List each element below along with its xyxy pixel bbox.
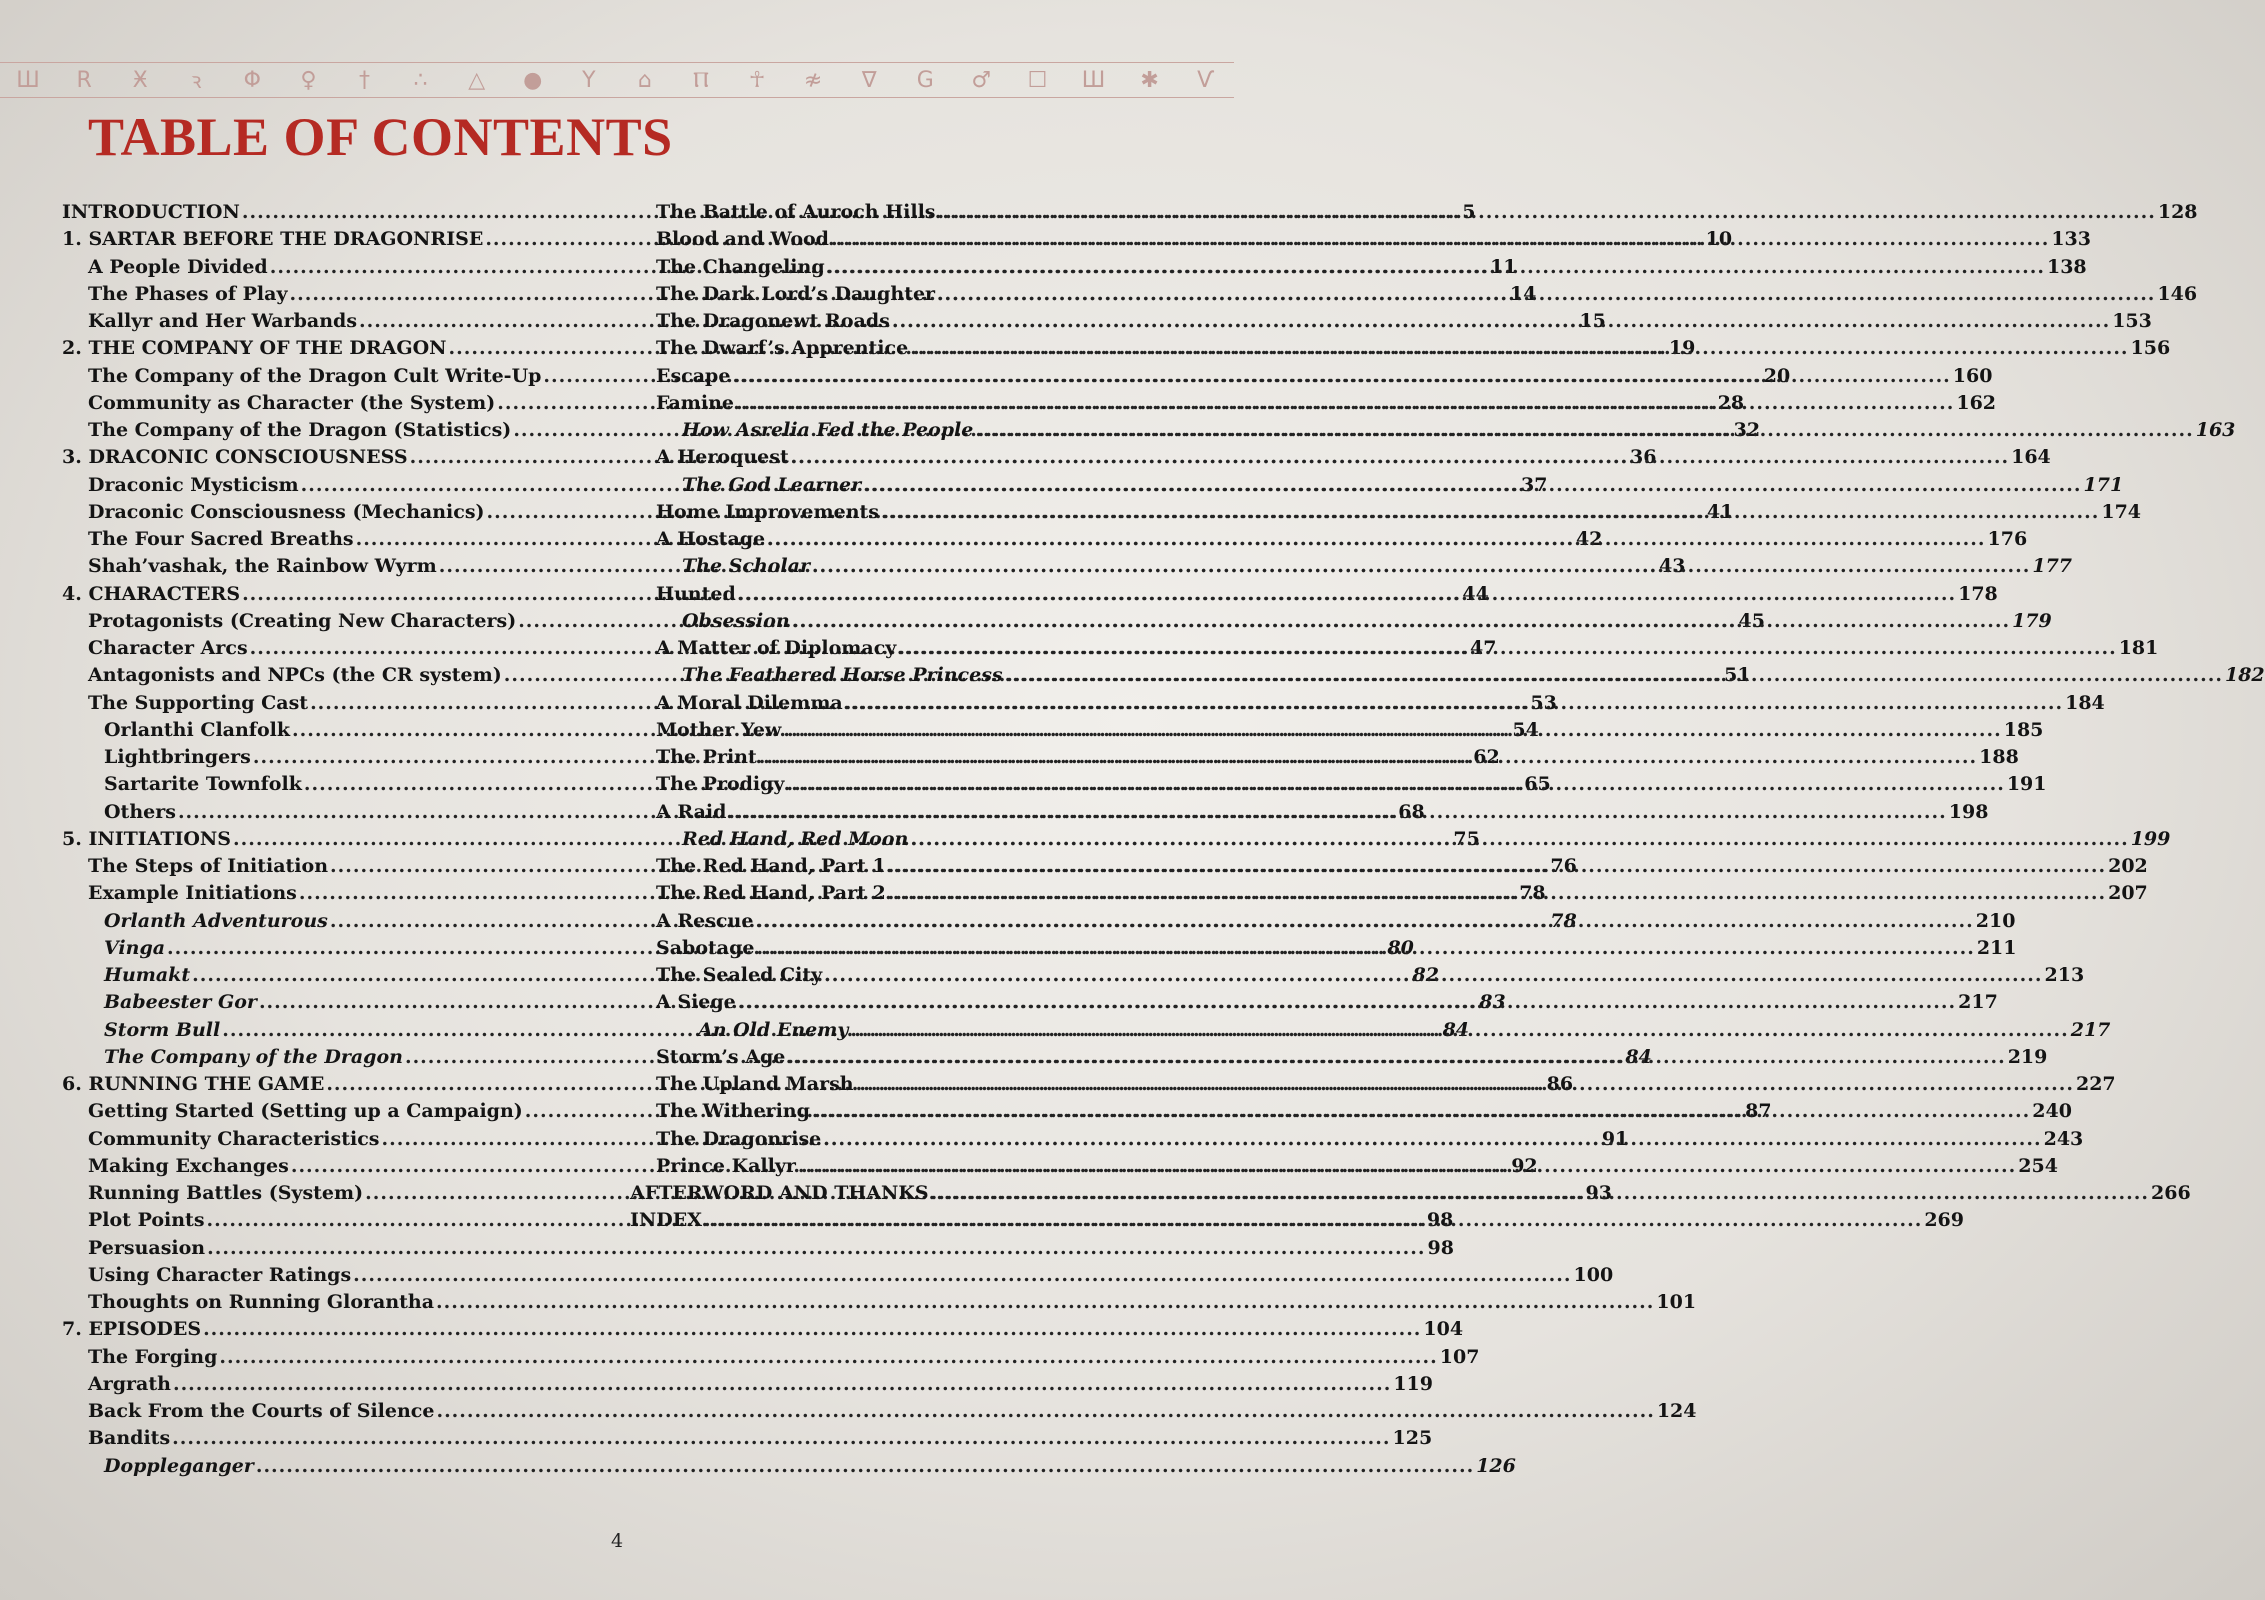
- dot-leader: [732, 363, 1950, 390]
- toc-entry-title: An Old Enemy: [698, 1018, 849, 1041]
- toc-entry-title: A Rescue: [656, 909, 754, 932]
- toc-entry[interactable]: [62, 1262, 1614, 1289]
- toc-entry-page: 43: [1659, 555, 1686, 578]
- toc-entry[interactable]: [62, 1235, 1454, 1262]
- toc-entry-page: 176: [1987, 528, 2028, 550]
- dot-leader: [910, 826, 2128, 853]
- toc-entry-title: 1. SARTAR BEFORE THE DRAGONRISE: [62, 228, 484, 251]
- dot-leader: [812, 1098, 2030, 1125]
- toc-entry-page: 126: [1476, 1454, 1516, 1477]
- dot-leader: [812, 553, 2030, 580]
- dot-leader: [738, 989, 1956, 1016]
- toc-entry-title: Antagonists and NPCs (the CR system): [88, 664, 502, 687]
- dot-leader: [823, 1126, 2041, 1153]
- dot-leader: [207, 1235, 1425, 1262]
- toc-entry-page: 98: [1426, 1209, 1454, 1232]
- dot-leader: [831, 226, 2049, 253]
- toc-entry-page: 45: [1738, 609, 1765, 632]
- dot-leader: [931, 1180, 2149, 1207]
- toc-entry-page: 76: [1550, 855, 1577, 877]
- toc-entry-page: 181: [2118, 637, 2159, 659]
- toc-entry-title: Draconic Mysticism: [88, 473, 299, 496]
- toc-entry-page: 5: [1462, 201, 1476, 223]
- toc-entry-title: 5. INITIATIONS: [62, 827, 231, 850]
- dot-leader: [845, 690, 2063, 717]
- toc-entry-page: 78: [1519, 882, 1546, 905]
- dot-leader: [767, 526, 1985, 553]
- rune-glyph-icon: ☐: [1027, 67, 1048, 93]
- toc-entry-page: 98: [1427, 1236, 1454, 1259]
- toc-entry-title: The God Learner: [682, 473, 862, 496]
- toc-entry-title: Bandits: [88, 1427, 171, 1450]
- toc-entry-page: 266: [2151, 1182, 2191, 1204]
- toc-entry-title: A Raid: [656, 800, 727, 823]
- toc-entry-page: 78: [1550, 909, 1577, 932]
- toc-entry-title: The Steps of Initiation: [88, 855, 329, 877]
- toc-entry-title: The Dark Lord’s Daughter: [656, 282, 936, 305]
- toc-entry-page: 171: [2083, 473, 2124, 496]
- toc-entry[interactable]: [656, 281, 2198, 308]
- toc-entry-title: The Company of the Dragon (Statistics): [88, 419, 512, 441]
- dot-leader: [736, 390, 1954, 417]
- dot-leader: [863, 472, 2081, 499]
- toc-entry-page: 179: [2012, 609, 2052, 632]
- toc-entry-title: Community as Character (the System): [88, 391, 496, 414]
- toc-entry-title: Sabotage: [656, 936, 755, 959]
- toc-entry-title: The Phases of Play: [88, 282, 288, 305]
- toc-entry-page: 32: [1733, 419, 1761, 441]
- toc-entry-title: A Matter of Diplomacy: [656, 637, 897, 659]
- rune-glyph-icon: ∴: [413, 67, 428, 93]
- rune-glyph-icon: Ш: [1081, 67, 1106, 93]
- dot-leader: [787, 1044, 2005, 1071]
- dot-leader: [436, 1398, 1654, 1425]
- toc-entry-page: 199: [2130, 827, 2171, 850]
- toc-entry-page: 92: [1511, 1154, 1538, 1177]
- toc-entry-page: 243: [2043, 1127, 2084, 1150]
- toc-entry-page: 254: [2018, 1154, 2058, 1177]
- toc-entry-page: 86: [1546, 1073, 1574, 1095]
- toc-entry-title: Escape: [656, 364, 731, 387]
- toc-entry-title: The Feathered Horse Princess: [682, 664, 1003, 687]
- toc-entry-title: The Company of the Dragon: [104, 1045, 403, 1068]
- toc-entry-page: 124: [1656, 1400, 1697, 1422]
- toc-entry-title: Hunted: [656, 582, 736, 605]
- dot-leader: [792, 608, 2010, 635]
- toc-entry-page: 213: [2044, 964, 2085, 986]
- toc-entry-page: 207: [2108, 882, 2148, 905]
- toc-entry-page: 177: [2032, 555, 2073, 578]
- toc-entry-title: A Moral Dilemma: [656, 691, 843, 714]
- toc-entry-page: 227: [2075, 1073, 2116, 1095]
- dot-leader: [888, 880, 2106, 907]
- toc-entry-title: Prince Kallyr: [656, 1154, 796, 1177]
- toc-entry-page: 128: [2157, 201, 2198, 223]
- toc-entry-title: 6. RUNNING THE GAME: [62, 1073, 325, 1095]
- toc-entry-title: The Dragonewt Roads: [656, 310, 890, 332]
- toc-entry-page: 41: [1706, 500, 1734, 523]
- toc-entry-title: A Hostage: [656, 528, 766, 550]
- toc-entry-page: 104: [1423, 1318, 1464, 1341]
- toc-entry-page: 125: [1392, 1427, 1433, 1450]
- dot-leader: [898, 635, 2116, 662]
- toc-entry-title: The Upland Marsh: [656, 1073, 854, 1095]
- toc-entry[interactable]: [62, 1371, 1433, 1398]
- toc-entry[interactable]: [62, 1453, 1516, 1480]
- rune-glyph-icon: ≉: [803, 67, 823, 93]
- dot-leader: [173, 1371, 1391, 1398]
- toc-entry-page: 87: [1745, 1100, 1772, 1123]
- toc-entry-page: 182: [2224, 664, 2265, 687]
- toc-entry[interactable]: [656, 308, 2152, 335]
- toc-entry-page: 54: [1512, 718, 1539, 741]
- toc-entry-title: Draconic Consciousness (Mechanics): [88, 500, 485, 523]
- dot-leader: [892, 308, 2110, 335]
- dot-leader: [172, 1425, 1390, 1452]
- toc-entry-title: The Scholar: [682, 555, 810, 578]
- toc-entry-page: 240: [2032, 1100, 2072, 1123]
- toc-entry-page: 100: [1573, 1263, 1614, 1286]
- toc-entry-title: The Red Hand, Part 2: [656, 882, 886, 905]
- rune-glyph-icon: ⌂: [637, 67, 652, 93]
- toc-entry-page: 84: [1442, 1018, 1470, 1041]
- dot-leader: [219, 1344, 1437, 1371]
- toc-entry[interactable]: [62, 1316, 1464, 1343]
- rune-glyph-icon: ♂: [971, 67, 992, 93]
- toc-entry-page: 51: [1724, 664, 1751, 687]
- dot-leader: [738, 581, 1956, 608]
- toc-entry-page: 20: [1763, 364, 1791, 387]
- toc-entry-title: Humakt: [104, 964, 191, 986]
- toc-entry-title: Persuasion: [88, 1236, 206, 1259]
- toc-entry-page: 210: [1975, 909, 2016, 932]
- dot-leader: [937, 281, 2155, 308]
- toc-entry-title: Storm Bull: [104, 1018, 221, 1041]
- toc-entry-title: Lightbringers: [104, 746, 251, 768]
- dot-leader: [856, 1071, 2074, 1098]
- toc-entry-title: Shah’vashak, the Rainbow Wyrm: [88, 555, 437, 578]
- toc-entry[interactable]: [62, 1398, 1697, 1425]
- rune-row: [0, 63, 1234, 97]
- toc-entry-title: 7. EPISODES: [62, 1318, 202, 1341]
- page-title: TABLE OF CONTENTS: [88, 107, 673, 167]
- toc-entry-title: Orlanth Adventurous: [104, 909, 328, 932]
- toc-entry-title: The Sealed City: [656, 964, 823, 986]
- rune-glyph-icon: R: [76, 67, 92, 93]
- toc-entry-title: INDEX: [630, 1209, 702, 1232]
- toc-entry-title: Doppleganger: [104, 1454, 254, 1477]
- toc-entry-title: The Dragonrise: [656, 1127, 822, 1150]
- dot-leader: [728, 799, 1946, 826]
- toc-entry-page: 219: [2007, 1045, 2048, 1068]
- toc-entry-title: A Siege: [656, 991, 736, 1014]
- toc-entry-title: The Prodigy: [656, 773, 785, 796]
- toc-entry-page: 19: [1668, 337, 1696, 360]
- dot-leader: [975, 417, 2193, 444]
- toc-entry-page: 269: [1924, 1209, 1964, 1232]
- toc-entry-title: Running Battles (System): [88, 1182, 364, 1204]
- page-number: 4: [610, 1530, 624, 1552]
- toc-entry-title: Orlanthi Clanfolk: [104, 718, 291, 741]
- dot-leader: [353, 1262, 1571, 1289]
- toc-entry-title: How Asrelia Fed the People: [682, 419, 974, 441]
- dot-leader: [1005, 662, 2223, 689]
- dot-leader: [755, 908, 1973, 935]
- rune-glyph-icon: △: [468, 67, 486, 93]
- toc-entry-title: The Red Hand, Part 1: [656, 855, 886, 877]
- toc-entry-title: Storm’s Age: [656, 1045, 786, 1068]
- toc-entry-page: 11: [1490, 255, 1517, 278]
- toc-entry-page: 37: [1520, 473, 1548, 496]
- toc-entry-title: Community Characteristics: [88, 1127, 380, 1150]
- toc-entry-page: 62: [1473, 746, 1500, 768]
- toc-entry-title: Back From the Courts of Silence: [88, 1400, 435, 1422]
- toc-entry-page: 36: [1629, 446, 1657, 469]
- toc-entry-page: 15: [1579, 310, 1606, 332]
- rune-glyph-icon: ♀: [300, 67, 317, 93]
- toc-entry-title: Protagonists (Creating New Characters): [88, 609, 517, 632]
- toc-entry-title: The Company of the Dragon Cult Write-Up: [88, 364, 542, 387]
- toc-entry-page: 164: [2011, 446, 2051, 469]
- toc-entry-page: 188: [1979, 746, 2019, 768]
- toc-entry-page: 65: [1524, 773, 1551, 796]
- toc-entry-page: 138: [2046, 255, 2087, 278]
- rune-glyph-icon: Ⲡ: [693, 67, 709, 93]
- toc-entry-title: The Withering: [656, 1100, 810, 1123]
- toc-entry-page: 28: [1717, 391, 1745, 414]
- rune-glyph-icon: ☥: [748, 67, 766, 93]
- dot-leader: [850, 1017, 2068, 1044]
- dot-leader: [756, 935, 1974, 962]
- toc-entry-page: 153: [2112, 310, 2152, 332]
- toc-entry-title: Plot Points: [88, 1209, 205, 1232]
- toc-entry-title: The Supporting Cast: [88, 691, 309, 714]
- toc-entry-title: Getting Started (Setting up a Campaign): [88, 1100, 523, 1123]
- toc-entry-page: 184: [2065, 691, 2105, 714]
- dot-leader: [881, 499, 2099, 526]
- toc-entry-page: 68: [1398, 800, 1425, 823]
- toc-entry-title: Babeester Gor: [104, 991, 257, 1014]
- toc-entry-page: 174: [2101, 500, 2142, 523]
- toc-entry-title: Kallyr and Her Warbands: [88, 310, 358, 332]
- toc-entry-page: 47: [1470, 637, 1497, 659]
- toc-entry-title: Example Initiations: [88, 882, 297, 905]
- rune-glyph-icon: Φ: [243, 67, 261, 93]
- toc-entry-page: 211: [1976, 936, 2017, 959]
- toc-entry-page: 91: [1601, 1127, 1629, 1150]
- toc-entry-title: The Forging: [88, 1345, 218, 1368]
- toc-entry-page: 83: [1479, 991, 1506, 1014]
- toc-entry-page: 53: [1530, 691, 1557, 714]
- dot-leader: [783, 717, 2001, 744]
- toc-entry-title: Making Exchanges: [88, 1154, 289, 1177]
- toc-entry-title: A Heroquest: [656, 446, 789, 469]
- toc-entry-title: 2. THE COMPANY OF THE DRAGON: [62, 337, 447, 360]
- toc-entry[interactable]: [62, 1425, 1433, 1452]
- toc-entry-title: The Battle of Auroch Hills: [656, 201, 936, 223]
- toc-entry-page: 119: [1393, 1372, 1433, 1395]
- toc-entry-page: 101: [1656, 1291, 1697, 1313]
- dot-leader: [827, 254, 2045, 281]
- toc-entry-page: 217: [2070, 1018, 2111, 1041]
- toc-entry-title: AFTERWORD AND THANKS: [630, 1182, 929, 1204]
- toc-entry-title: Others: [104, 800, 176, 823]
- toc-entry[interactable]: [62, 1289, 1697, 1316]
- toc-entry-page: 14: [1509, 282, 1537, 305]
- dot-leader: [256, 1453, 1474, 1480]
- toc-entry-page: 42: [1575, 528, 1603, 550]
- toc-entry-page: 82: [1412, 964, 1439, 986]
- dot-leader: [888, 853, 2106, 880]
- dot-leader: [798, 1153, 2016, 1180]
- toc-entry-title: Blood and Wood: [656, 228, 829, 251]
- toc-entry[interactable]: [656, 199, 2198, 226]
- toc-entry-page: 162: [1956, 391, 1997, 414]
- toc-entry-page: 75: [1453, 827, 1480, 850]
- toc-entry-title: The Print: [656, 746, 757, 768]
- toc-entry-page: 133: [2051, 228, 2091, 251]
- rune-glyph-icon: ꝛ: [191, 69, 202, 94]
- rune-glyph-icon: ●: [523, 67, 543, 93]
- toc-entry-page: 156: [2130, 337, 2171, 360]
- toc-entry-page: 80: [1387, 936, 1414, 959]
- dot-leader: [704, 1207, 1922, 1234]
- toc-entry-page: 107: [1439, 1345, 1480, 1368]
- toc-entry-title: Obsession: [682, 609, 790, 632]
- toc-entry-page: 178: [1958, 582, 1998, 605]
- toc-entry-title: INTRODUCTION: [62, 201, 240, 223]
- toc-entry-page: 44: [1462, 582, 1489, 605]
- toc-entry-title: Thoughts on Running Glorantha: [88, 1291, 435, 1313]
- rune-glyph-icon: ✱: [1140, 67, 1159, 93]
- toc-entry-title: Sartarite Townfolk: [104, 773, 302, 796]
- toc-entry-title: 3. DRACONIC CONSCIOUSNESS: [62, 446, 408, 469]
- toc-entry-page: 217: [1958, 991, 1998, 1014]
- rune-glyph-icon: Ш: [16, 67, 40, 93]
- toc-entry-title: Red Hand, Red Moon: [682, 827, 909, 850]
- rune-glyph-icon: Ӿ: [132, 67, 148, 93]
- toc-entry[interactable]: [62, 1344, 1480, 1371]
- toc-entry-title: The Changeling: [656, 255, 825, 278]
- toc-entry-title: Home Improvements: [656, 500, 879, 523]
- rune-glyph-icon: Y: [582, 67, 596, 93]
- dot-leader: [938, 199, 2156, 226]
- dot-leader: [791, 444, 2009, 471]
- dot-leader: [203, 1316, 1421, 1343]
- rune-band: [0, 62, 1234, 98]
- toc-entry-title: Mother Yew: [656, 718, 782, 741]
- rune-glyph-icon: G: [916, 67, 934, 93]
- dot-leader: [436, 1289, 1654, 1316]
- toc-entry-page: 202: [2108, 855, 2148, 877]
- dot-leader: [910, 335, 2128, 362]
- toc-entry-page: 93: [1585, 1182, 1612, 1204]
- toc-entry-title: 4. CHARACTERS: [62, 582, 241, 605]
- toc-entry-page: 185: [2003, 718, 2044, 741]
- rune-glyph-icon: Ѵ: [1197, 67, 1215, 93]
- toc-entry-title: The Dwarf’s Apprentice: [656, 337, 909, 360]
- toc-entry-page: 191: [2006, 773, 2047, 796]
- toc-entry-page: 160: [1952, 364, 1993, 387]
- toc-entry-page: 84: [1625, 1045, 1652, 1068]
- rune-glyph-icon: †: [359, 67, 370, 93]
- toc-entry-title: Character Arcs: [88, 637, 248, 659]
- toc-entry-title: Using Character Ratings: [88, 1263, 352, 1286]
- rune-glyph-icon: ∇: [861, 67, 877, 93]
- dot-leader: [786, 771, 2004, 798]
- toc-entry-title: Vinga: [104, 936, 166, 959]
- toc-entry-title: Argrath: [88, 1372, 171, 1395]
- toc-entry-title: A People Divided: [88, 255, 268, 278]
- toc-entry-page: 10: [1705, 228, 1733, 251]
- toc-entry-title: Famine: [656, 391, 734, 414]
- toc-entry-title: The Four Sacred Breaths: [88, 528, 354, 550]
- dot-leader: [759, 744, 1977, 771]
- toc-entry-page: 146: [2157, 282, 2198, 305]
- dot-leader: [824, 962, 2042, 989]
- toc-entry-page: 163: [2195, 419, 2236, 441]
- toc-entry-page: 198: [1948, 800, 1989, 823]
